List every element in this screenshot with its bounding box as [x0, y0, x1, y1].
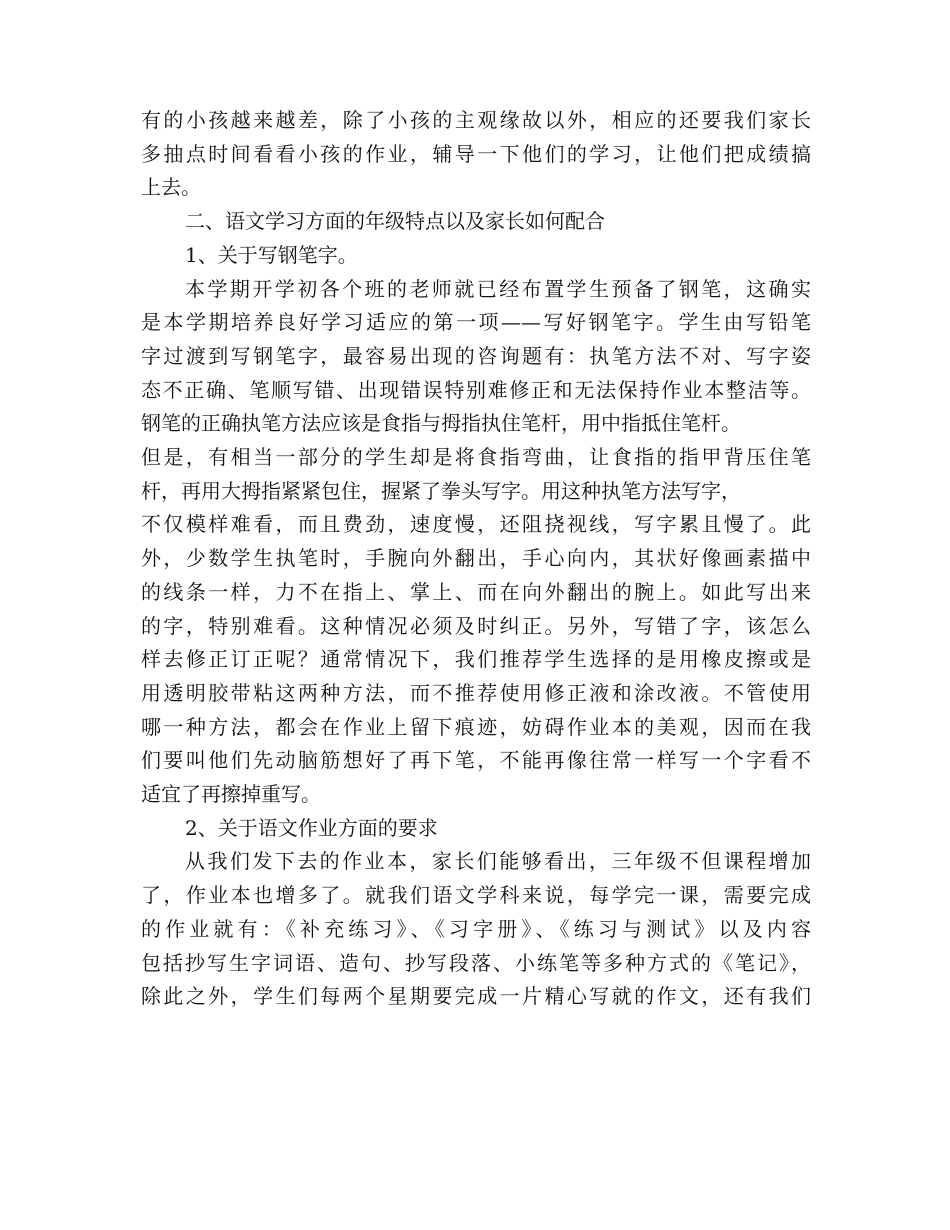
- paragraph-homework: [141, 845, 811, 1014]
- subsection-heading-homework: [141, 812, 811, 846]
- text-line: 的字，特别难看。这种情况必须及时纠正。另外，写错了字，该怎么: [141, 613, 811, 638]
- text-line: 态不正确、笔顺写错、出现错误特别难修正和无法保持作业本整洁等。: [141, 377, 811, 402]
- text-line: 们要叫他们先动脑筋想好了再下笔，不能再像往常一样写一个字看不: [141, 748, 811, 773]
- text-line: 但是，有相当一部分的学生却是将食指弯曲，让食指的指甲背压住笔: [141, 445, 811, 470]
- text-line: 有的小孩越来越差，除了小孩的主观缘故以外，相应的还要我们家长: [141, 108, 811, 132]
- text-line: 从我们发下去的作业本，家长们能够看出，三年级不但课程增加: [185, 849, 811, 874]
- text-line: 本学期开学初各个班的老师就已经布置学生预备了钢笔，这确实: [185, 276, 811, 301]
- text-line: 除此之外，学生们每两个星期要完成一片精心写就的作文，还有我们: [141, 984, 811, 1009]
- text-line: 钢笔的正确执笔方法应该是食指与拇指执住笔杆，用中指抵住笔杆。: [141, 411, 741, 436]
- section-heading: [141, 205, 811, 239]
- text-line: 包括抄写生字词语、造句、抄写段落、小练笔等多种方式的《笔记》，: [141, 950, 811, 975]
- text-line: 外，少数学生执笔时，手腕向外翻出，手心向内，其状好像画素描中: [141, 546, 811, 571]
- text-line: 了，作业本也增多了。就我们语文学科来说，每学完一课，需要完成: [141, 883, 811, 908]
- text-line: 用透明胶带粘这两种方法，而不推荐使用修正液和涂改液。不管使用: [141, 680, 811, 705]
- subsection-heading-pen-writing: [141, 239, 811, 273]
- text-line: 适宜了再擦掉重写。: [141, 782, 321, 807]
- text-line: 杆，再用大拇指紧紧包住，握紧了拳头写字。用这种执笔方法写字，: [141, 478, 741, 503]
- text-line: 的线条一样，力不在指上、掌上、而在向外翻出的腕上。如此写出来: [141, 579, 811, 604]
- paragraph-intro-continuation: [141, 104, 811, 205]
- paragraph-pen-writing: [141, 273, 811, 812]
- document-body: [141, 104, 811, 1014]
- text-line: 的作业就有：《补充练习》、《习字册》、《练习与测试》以及内容: [141, 916, 811, 941]
- text-line: 多抽点时间看看小孩的作业，辅导一下他们的学习，让他们把成绩搞: [141, 141, 811, 166]
- text-line: 2、关于语文作业方面的要求: [185, 815, 438, 840]
- text-line: 哪一种方法，都会在作业上留下痕迹，妨碍作业本的美观，因而在我: [141, 714, 811, 739]
- text-line: 二、语文学习方面的年级特点以及家长如何配合: [185, 209, 605, 234]
- text-line: 是本学期培养良好学习适应的第一项——写好钢笔字。学生由写铅笔: [141, 310, 811, 335]
- text-line: 不仅模样难看，而且费劲，速度慢，还阻挠视线，写字累且慢了。此: [141, 512, 811, 537]
- text-line: 上去。: [141, 175, 201, 200]
- text-line: 样去修正订正呢？通常情况下，我们推荐学生选择的是用橡皮擦或是: [141, 647, 811, 672]
- text-line: 字过渡到写钢笔字，最容易出现的咨询题有：执笔方法不对、写字姿: [141, 343, 811, 368]
- text-line: 1、关于写钢笔字。: [185, 242, 358, 267]
